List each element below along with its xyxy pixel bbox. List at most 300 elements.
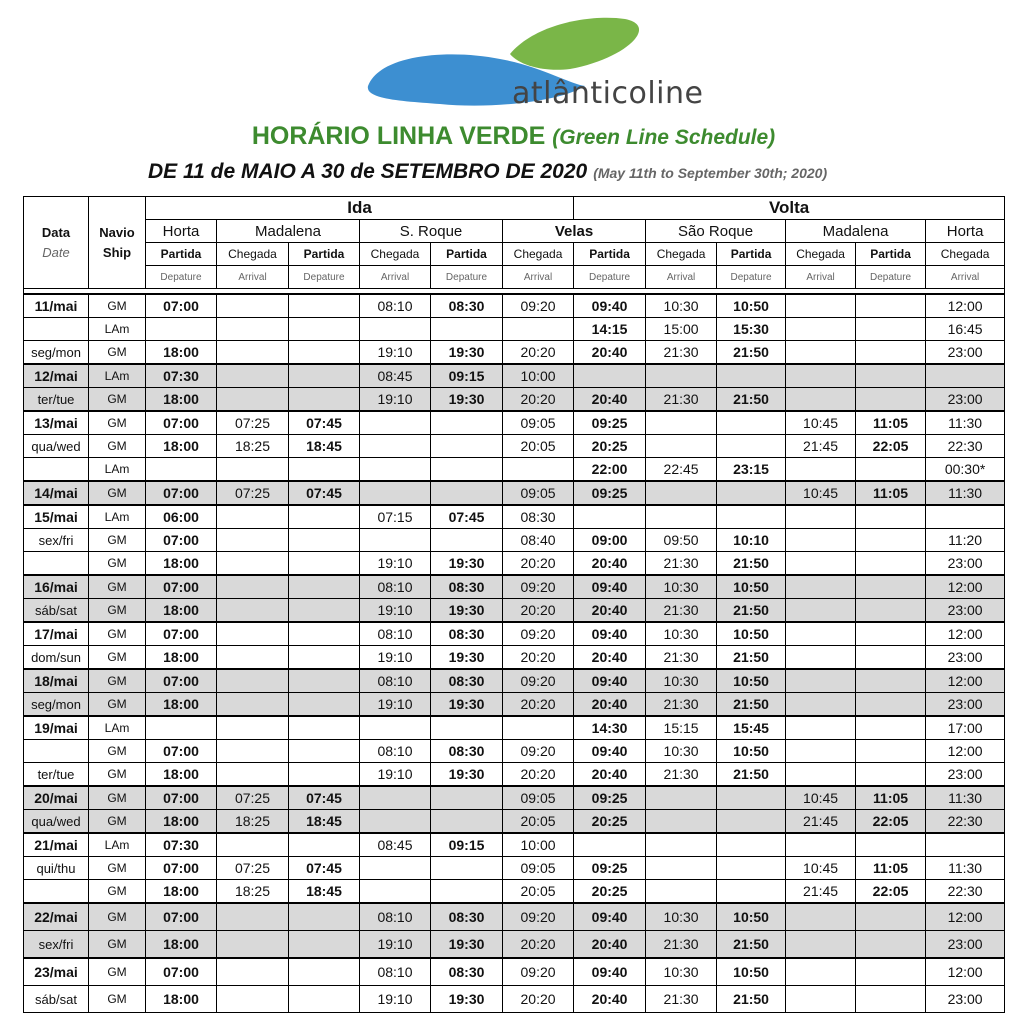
time-cell bbox=[574, 833, 646, 857]
table-row bbox=[24, 481, 1005, 505]
table-row bbox=[24, 833, 1005, 857]
ship-cell: GM bbox=[89, 411, 146, 435]
time-cell: 07:25 bbox=[217, 411, 289, 435]
time-cell: 11:30 bbox=[926, 786, 1005, 810]
time-cell: 21:50 bbox=[717, 646, 786, 670]
time-cell bbox=[786, 505, 856, 529]
time-cell bbox=[786, 763, 856, 787]
time-cell: 19:30 bbox=[431, 986, 503, 1013]
time-cell: 07:00 bbox=[146, 857, 217, 880]
ship-cell: LAm bbox=[89, 318, 146, 341]
time-cell: 10:50 bbox=[717, 622, 786, 646]
time-cell: 20:20 bbox=[503, 388, 574, 412]
time-cell bbox=[217, 646, 289, 670]
col-partida: Partida bbox=[431, 243, 503, 266]
time-cell bbox=[289, 575, 360, 599]
station-horta: Horta bbox=[146, 220, 217, 243]
time-cell bbox=[717, 786, 786, 810]
time-cell bbox=[856, 669, 926, 693]
time-cell: 20:20 bbox=[503, 552, 574, 576]
time-cell bbox=[360, 810, 431, 834]
time-cell: 19:10 bbox=[360, 986, 431, 1013]
weekday-cell: seg/mon bbox=[24, 341, 89, 365]
ship-cell: GM bbox=[89, 575, 146, 599]
time-cell: 12:00 bbox=[926, 622, 1005, 646]
time-cell bbox=[360, 318, 431, 341]
time-cell bbox=[856, 388, 926, 412]
time-cell: 20:40 bbox=[574, 646, 646, 670]
ship-cell: GM bbox=[89, 341, 146, 365]
table-row bbox=[24, 552, 1005, 576]
station-madalena: Madalena bbox=[217, 220, 360, 243]
date-cell: 18/mai bbox=[24, 669, 89, 693]
time-cell: 09:40 bbox=[574, 622, 646, 646]
ship-cell: GM bbox=[89, 693, 146, 717]
time-cell bbox=[431, 880, 503, 904]
time-cell: 07:25 bbox=[217, 857, 289, 880]
ship-cell: GM bbox=[89, 622, 146, 646]
time-cell: 21:50 bbox=[717, 986, 786, 1013]
time-cell: 09:05 bbox=[503, 411, 574, 435]
ship-cell: GM bbox=[89, 529, 146, 552]
time-cell bbox=[856, 575, 926, 599]
col-depature: Depature bbox=[717, 266, 786, 289]
page-title: HORÁRIO LINHA VERDE (Green Line Schedule) bbox=[251, 122, 776, 150]
time-cell bbox=[786, 318, 856, 341]
table-row bbox=[24, 575, 1005, 599]
time-cell: 07:00 bbox=[146, 669, 217, 693]
time-cell: 08:10 bbox=[360, 669, 431, 693]
col-depature: Depature bbox=[146, 266, 217, 289]
time-cell: 19:10 bbox=[360, 646, 431, 670]
time-cell bbox=[217, 958, 289, 986]
time-cell: 10:30 bbox=[646, 958, 717, 986]
time-cell: 18:25 bbox=[217, 810, 289, 834]
time-cell bbox=[289, 716, 360, 740]
time-cell bbox=[289, 529, 360, 552]
time-cell: 08:10 bbox=[360, 958, 431, 986]
time-cell: 18:00 bbox=[146, 763, 217, 787]
time-cell bbox=[217, 716, 289, 740]
time-cell bbox=[856, 931, 926, 959]
time-cell bbox=[289, 388, 360, 412]
ship-cell: GM bbox=[89, 763, 146, 787]
time-cell bbox=[786, 529, 856, 552]
time-cell bbox=[856, 986, 926, 1013]
ida-header: Ida bbox=[146, 197, 574, 220]
ship-cell: GM bbox=[89, 903, 146, 931]
time-cell: 20:20 bbox=[503, 646, 574, 670]
time-cell bbox=[646, 481, 717, 505]
time-cell: 14:15 bbox=[574, 318, 646, 341]
ship-cell: GM bbox=[89, 857, 146, 880]
table-row bbox=[24, 318, 1005, 341]
table-row bbox=[24, 599, 1005, 623]
weekday-cell bbox=[24, 458, 89, 482]
time-cell: 10:50 bbox=[717, 294, 786, 318]
time-cell: 07:00 bbox=[146, 622, 217, 646]
time-cell bbox=[360, 411, 431, 435]
time-cell: 21:50 bbox=[717, 693, 786, 717]
table-row bbox=[24, 786, 1005, 810]
time-cell bbox=[786, 575, 856, 599]
col-arrival: Arrival bbox=[360, 266, 431, 289]
time-cell: 18:45 bbox=[289, 880, 360, 904]
time-cell: 09:25 bbox=[574, 857, 646, 880]
time-cell: 20:25 bbox=[574, 435, 646, 458]
time-cell: 10:30 bbox=[646, 903, 717, 931]
time-cell: 07:15 bbox=[360, 505, 431, 529]
time-cell: 21:30 bbox=[646, 763, 717, 787]
table-row bbox=[24, 693, 1005, 717]
time-cell: 10:50 bbox=[717, 575, 786, 599]
time-cell bbox=[289, 318, 360, 341]
time-cell: 09:05 bbox=[503, 857, 574, 880]
time-cell bbox=[856, 458, 926, 482]
time-cell: 18:00 bbox=[146, 646, 217, 670]
date-cell: 22/mai bbox=[24, 903, 89, 931]
time-cell bbox=[431, 786, 503, 810]
time-cell: 09:05 bbox=[503, 786, 574, 810]
time-cell: 19:30 bbox=[431, 388, 503, 412]
time-cell: 18:45 bbox=[289, 810, 360, 834]
ship-cell: LAm bbox=[89, 364, 146, 388]
time-cell bbox=[360, 857, 431, 880]
time-cell: 08:30 bbox=[431, 903, 503, 931]
time-cell: 18:45 bbox=[289, 435, 360, 458]
time-cell bbox=[289, 364, 360, 388]
time-cell: 15:45 bbox=[717, 716, 786, 740]
time-cell bbox=[717, 505, 786, 529]
time-cell: 09:20 bbox=[503, 622, 574, 646]
time-cell bbox=[574, 505, 646, 529]
time-cell: 07:45 bbox=[289, 481, 360, 505]
time-cell: 07:00 bbox=[146, 294, 217, 318]
weekday-cell: sex/fri bbox=[24, 529, 89, 552]
ship-header: Navio Ship bbox=[89, 197, 146, 289]
time-cell bbox=[289, 903, 360, 931]
time-cell: 23:00 bbox=[926, 693, 1005, 717]
time-cell bbox=[786, 552, 856, 576]
time-cell bbox=[717, 810, 786, 834]
time-cell: 08:30 bbox=[503, 505, 574, 529]
table-row bbox=[24, 763, 1005, 787]
time-cell: 07:00 bbox=[146, 786, 217, 810]
time-cell bbox=[856, 716, 926, 740]
time-cell: 10:30 bbox=[646, 294, 717, 318]
time-cell bbox=[856, 646, 926, 670]
time-cell bbox=[146, 318, 217, 341]
table-row bbox=[24, 435, 1005, 458]
time-cell: 11:05 bbox=[856, 857, 926, 880]
time-cell: 09:25 bbox=[574, 411, 646, 435]
time-cell: 08:30 bbox=[431, 622, 503, 646]
table-row bbox=[24, 810, 1005, 834]
time-cell: 23:00 bbox=[926, 763, 1005, 787]
time-cell: 19:30 bbox=[431, 931, 503, 959]
time-cell: 11:05 bbox=[856, 786, 926, 810]
time-cell: 20:20 bbox=[503, 986, 574, 1013]
table-row bbox=[24, 903, 1005, 931]
time-cell: 23:00 bbox=[926, 388, 1005, 412]
time-cell: 21:30 bbox=[646, 646, 717, 670]
col-partida: Partida bbox=[289, 243, 360, 266]
date-cell: 15/mai bbox=[24, 505, 89, 529]
time-cell: 18:25 bbox=[217, 435, 289, 458]
time-cell: 09:40 bbox=[574, 740, 646, 763]
schedule-table bbox=[23, 196, 1005, 1013]
time-cell: 07:00 bbox=[146, 575, 217, 599]
time-cell: 10:45 bbox=[786, 481, 856, 505]
time-cell bbox=[646, 786, 717, 810]
col-partida: Partida bbox=[574, 243, 646, 266]
weekday-cell: dom/sun bbox=[24, 646, 89, 670]
time-cell bbox=[646, 857, 717, 880]
time-cell bbox=[926, 505, 1005, 529]
ship-cell: GM bbox=[89, 958, 146, 986]
time-cell: 21:50 bbox=[717, 388, 786, 412]
col-arrival: Arrival bbox=[503, 266, 574, 289]
time-cell: 07:00 bbox=[146, 958, 217, 986]
time-cell: 09:25 bbox=[574, 481, 646, 505]
time-cell bbox=[217, 529, 289, 552]
time-cell: 07:00 bbox=[146, 481, 217, 505]
time-cell: 07:45 bbox=[289, 786, 360, 810]
time-cell bbox=[717, 857, 786, 880]
time-cell bbox=[646, 810, 717, 834]
time-cell bbox=[856, 364, 926, 388]
time-cell bbox=[289, 458, 360, 482]
time-cell bbox=[360, 716, 431, 740]
time-cell: 11:30 bbox=[926, 481, 1005, 505]
time-cell: 10:30 bbox=[646, 740, 717, 763]
time-cell bbox=[217, 341, 289, 365]
table-row bbox=[24, 341, 1005, 365]
time-cell bbox=[431, 481, 503, 505]
col-depature: Depature bbox=[289, 266, 360, 289]
time-cell: 12:00 bbox=[926, 958, 1005, 986]
date-header: Data Date bbox=[24, 197, 89, 289]
time-cell bbox=[786, 599, 856, 623]
logo-green-swoosh bbox=[510, 18, 639, 70]
time-cell bbox=[786, 693, 856, 717]
time-cell: 22:05 bbox=[856, 435, 926, 458]
time-cell bbox=[217, 294, 289, 318]
time-cell bbox=[503, 318, 574, 341]
table-row bbox=[24, 505, 1005, 529]
date-cell: 21/mai bbox=[24, 833, 89, 857]
weekday-cell: seg/mon bbox=[24, 693, 89, 717]
time-cell: 21:50 bbox=[717, 599, 786, 623]
time-cell: 20:05 bbox=[503, 880, 574, 904]
time-cell: 08:30 bbox=[431, 958, 503, 986]
time-cell bbox=[856, 599, 926, 623]
weekday-cell bbox=[24, 318, 89, 341]
time-cell bbox=[217, 599, 289, 623]
date-cell: 20/mai bbox=[24, 786, 89, 810]
table-row bbox=[24, 529, 1005, 552]
col-chegada: Chegada bbox=[360, 243, 431, 266]
time-cell: 10:50 bbox=[717, 740, 786, 763]
time-cell bbox=[289, 294, 360, 318]
time-cell bbox=[717, 880, 786, 904]
station-sroque: S. Roque bbox=[360, 220, 503, 243]
time-cell bbox=[856, 958, 926, 986]
time-cell bbox=[856, 529, 926, 552]
time-cell bbox=[289, 552, 360, 576]
ship-cell: GM bbox=[89, 599, 146, 623]
time-cell: 18:00 bbox=[146, 599, 217, 623]
time-cell: 18:00 bbox=[146, 693, 217, 717]
time-cell bbox=[360, 481, 431, 505]
ship-cell: GM bbox=[89, 931, 146, 959]
date-cell: 16/mai bbox=[24, 575, 89, 599]
time-cell: 21:50 bbox=[717, 552, 786, 576]
col-partida: Partida bbox=[146, 243, 217, 266]
time-cell: 17:00 bbox=[926, 716, 1005, 740]
weekday-cell: sáb/sat bbox=[24, 599, 89, 623]
time-cell bbox=[786, 716, 856, 740]
time-cell: 19:10 bbox=[360, 552, 431, 576]
time-cell: 19:10 bbox=[360, 599, 431, 623]
weekday-cell: qui/thu bbox=[24, 857, 89, 880]
col-arrival: Arrival bbox=[786, 266, 856, 289]
time-cell bbox=[289, 341, 360, 365]
time-cell: 20:25 bbox=[574, 810, 646, 834]
time-cell: 20:20 bbox=[503, 693, 574, 717]
time-cell bbox=[289, 646, 360, 670]
volta-header: Volta bbox=[574, 197, 1005, 220]
time-cell bbox=[786, 931, 856, 959]
time-cell: 21:50 bbox=[717, 341, 786, 365]
ship-cell: GM bbox=[89, 552, 146, 576]
time-cell bbox=[786, 646, 856, 670]
table-row bbox=[24, 740, 1005, 763]
time-cell: 21:30 bbox=[646, 599, 717, 623]
time-cell: 08:40 bbox=[503, 529, 574, 552]
time-cell: 14:30 bbox=[574, 716, 646, 740]
time-cell: 22:30 bbox=[926, 880, 1005, 904]
time-cell: 18:00 bbox=[146, 986, 217, 1013]
station-velas: Velas bbox=[503, 220, 646, 243]
time-cell bbox=[856, 763, 926, 787]
time-cell: 07:00 bbox=[146, 740, 217, 763]
time-cell: 07:45 bbox=[289, 857, 360, 880]
time-cell: 19:10 bbox=[360, 388, 431, 412]
ship-cell: GM bbox=[89, 669, 146, 693]
table-row bbox=[24, 986, 1005, 1013]
time-cell: 19:30 bbox=[431, 599, 503, 623]
table-row bbox=[24, 958, 1005, 986]
time-cell: 10:50 bbox=[717, 958, 786, 986]
time-cell: 20:40 bbox=[574, 931, 646, 959]
time-cell: 19:10 bbox=[360, 693, 431, 717]
time-cell bbox=[289, 740, 360, 763]
time-cell bbox=[289, 622, 360, 646]
time-cell: 19:30 bbox=[431, 693, 503, 717]
ship-cell: LAm bbox=[89, 716, 146, 740]
ship-cell: GM bbox=[89, 986, 146, 1013]
time-cell bbox=[146, 716, 217, 740]
time-cell: 12:00 bbox=[926, 903, 1005, 931]
time-cell: 20:20 bbox=[503, 599, 574, 623]
time-cell: 19:10 bbox=[360, 931, 431, 959]
time-cell bbox=[217, 318, 289, 341]
time-cell: 07:00 bbox=[146, 411, 217, 435]
time-cell bbox=[786, 740, 856, 763]
time-cell: 11:20 bbox=[926, 529, 1005, 552]
time-cell: 10:45 bbox=[786, 411, 856, 435]
time-cell: 21:30 bbox=[646, 341, 717, 365]
table-row bbox=[24, 857, 1005, 880]
time-cell: 07:30 bbox=[146, 833, 217, 857]
time-cell: 22:45 bbox=[646, 458, 717, 482]
col-arrival: Arrival bbox=[217, 266, 289, 289]
time-cell bbox=[360, 529, 431, 552]
time-cell bbox=[646, 833, 717, 857]
time-cell: 09:20 bbox=[503, 294, 574, 318]
time-cell: 20:05 bbox=[503, 435, 574, 458]
col-partida: Partida bbox=[717, 243, 786, 266]
time-cell bbox=[856, 294, 926, 318]
time-cell: 07:30 bbox=[146, 364, 217, 388]
time-cell: 09:05 bbox=[503, 481, 574, 505]
time-cell bbox=[360, 786, 431, 810]
ship-cell: GM bbox=[89, 810, 146, 834]
col-depature: Depature bbox=[431, 266, 503, 289]
time-cell bbox=[926, 833, 1005, 857]
time-cell bbox=[856, 341, 926, 365]
time-cell: 23:00 bbox=[926, 341, 1005, 365]
time-cell: 06:00 bbox=[146, 505, 217, 529]
time-cell: 10:50 bbox=[717, 669, 786, 693]
time-cell bbox=[503, 716, 574, 740]
table-row bbox=[24, 716, 1005, 740]
time-cell: 08:30 bbox=[431, 740, 503, 763]
time-cell bbox=[786, 388, 856, 412]
time-cell: 20:25 bbox=[574, 880, 646, 904]
ship-cell: LAm bbox=[89, 505, 146, 529]
time-cell bbox=[717, 481, 786, 505]
table-row bbox=[24, 364, 1005, 388]
time-cell: 12:00 bbox=[926, 575, 1005, 599]
time-cell bbox=[289, 958, 360, 986]
ship-cell: GM bbox=[89, 435, 146, 458]
time-cell: 08:10 bbox=[360, 294, 431, 318]
table-row bbox=[24, 294, 1005, 318]
time-cell: 21:30 bbox=[646, 931, 717, 959]
ship-cell: GM bbox=[89, 294, 146, 318]
time-cell: 22:00 bbox=[574, 458, 646, 482]
table-row bbox=[24, 411, 1005, 435]
time-cell bbox=[574, 364, 646, 388]
time-cell: 10:50 bbox=[717, 903, 786, 931]
col-chegada: Chegada bbox=[646, 243, 717, 266]
time-cell: 10:30 bbox=[646, 575, 717, 599]
time-cell: 09:40 bbox=[574, 669, 646, 693]
time-cell: 23:00 bbox=[926, 931, 1005, 959]
time-cell: 20:20 bbox=[503, 931, 574, 959]
time-cell bbox=[217, 903, 289, 931]
time-cell bbox=[431, 411, 503, 435]
time-cell bbox=[786, 458, 856, 482]
date-cell: 17/mai bbox=[24, 622, 89, 646]
time-cell: 12:00 bbox=[926, 294, 1005, 318]
time-cell: 09:40 bbox=[574, 294, 646, 318]
time-cell bbox=[786, 622, 856, 646]
time-cell: 09:40 bbox=[574, 903, 646, 931]
col-chegada: Chegada bbox=[217, 243, 289, 266]
